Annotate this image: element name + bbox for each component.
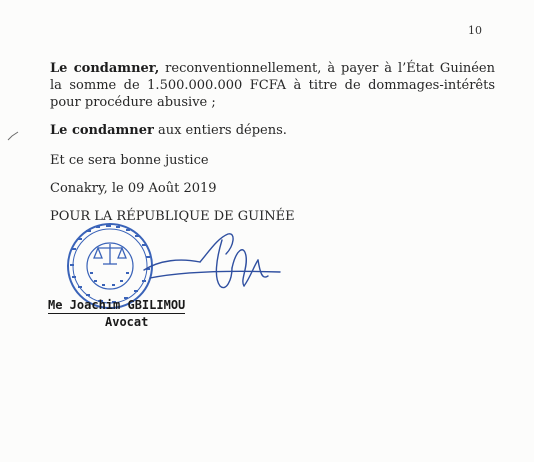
place-and-date: Conakry, le 09 Août 2019: [50, 181, 217, 196]
on-behalf-of: POUR LA RÉPUBLIQUE DE GUINÉE: [50, 209, 295, 224]
paragraph-condemnation-damages: [50, 60, 495, 111]
paragraph-body: aux entiers dépens.: [153, 123, 287, 138]
page-number: 10: [468, 24, 482, 37]
paragraph-lead: Le condamner,: [50, 61, 160, 76]
paragraph-condemnation-costs: [50, 122, 287, 139]
paragraph-lead: Le condamner: [50, 123, 154, 138]
margin-check-mark: [6, 128, 20, 147]
scales-of-justice-icon: [94, 244, 126, 264]
lawyer-name: Me Joachim GBILIMOU: [48, 298, 186, 312]
closing-formula: Et ce sera bonne justice: [50, 153, 209, 168]
paragraph-body: reconventionnellement, à payer à l’État Guinéen la somme de 1.500.000.000 FCFA à titre de dommages-intérêts pour procédure abusive ;: [50, 61, 495, 110]
lawyer-title: Avocat: [105, 315, 149, 329]
